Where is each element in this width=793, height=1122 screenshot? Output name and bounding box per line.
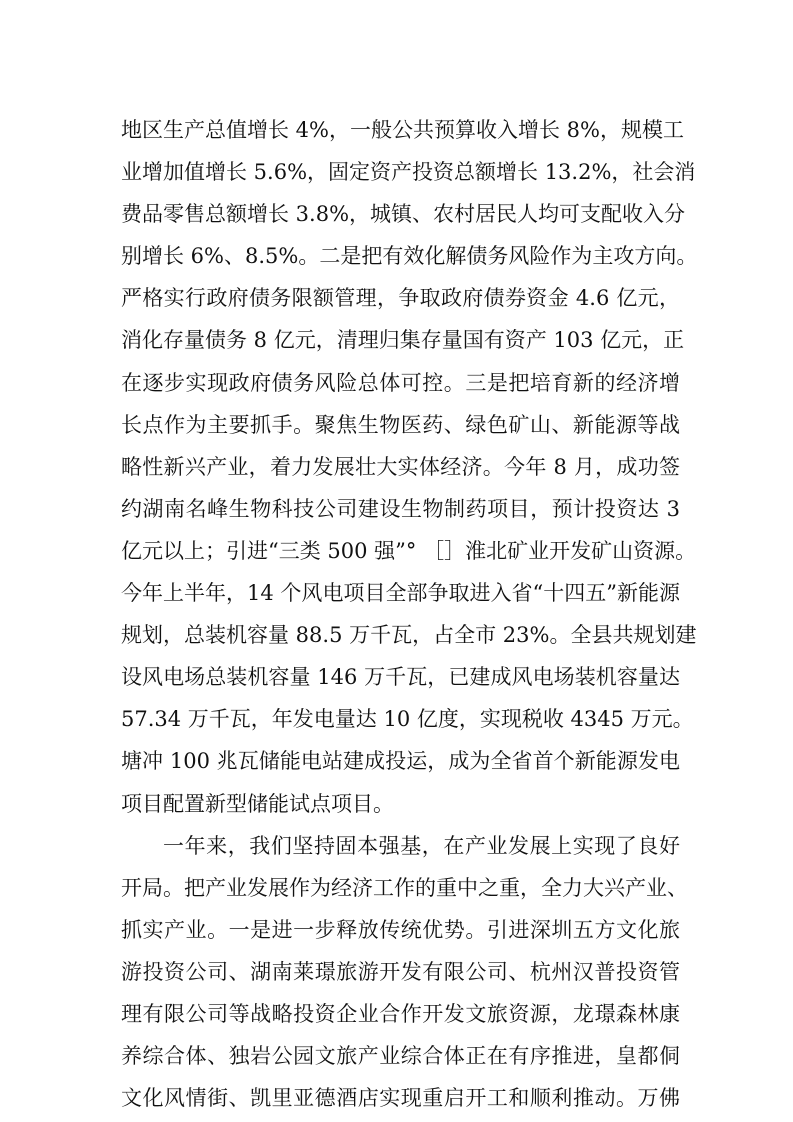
text-line: 在逐步实现政府债务风险总体可控。三是把培育新的经济增 [121,370,680,395]
text-line: 亿元以上；引进“三类 500 强”° ［］淮北矿业开发矿山资源。 [121,538,697,563]
text-line: 今年上半年，14 个风电项目全部争取进入省“十四五”新能源 [121,581,680,606]
text-line: 文化风情街、凯里亚德酒店实现重启开工和顺利推动。万佛 [121,1086,680,1111]
text-line: 理有限公司等战略投资企业合作开发文旅资源，龙璟森林康 [121,1001,680,1026]
text-line: 地区生产总值增长 4%，一般公共预算收入增长 8%，规模工 [121,118,684,142]
text-line: 略性新兴产业，着力发展壮大实体经济。今年 8 月，成功签 [121,454,680,479]
text-line: 开局。把产业发展作为经济工作的重中之重，全力大兴产业、 [121,875,688,900]
text-line: 约湖南名峰生物科技公司建设生物制药项目，预计投资达 3 [121,496,680,521]
paragraph-end-line: 项目配置新型储能试点项目。 [121,791,394,816]
paragraph-start-line: 一年来，我们坚持固本强基，在产业发展上实现了良好 [163,833,680,858]
text-line: 养综合体、独岩公园文旅产业综合体正在有序推进，皇都侗 [121,1044,680,1069]
body-text [121,109,698,1119]
text-line: 设风电场总装机容量 146 万千瓦，已建成风电场装机容量达 [121,665,680,690]
text-line: 抓实产业。一是进一步释放传统优势。引进深圳五方文化旅 [121,917,680,942]
text-line: 57.34 万千瓦，年发电量达 10 亿度，实现税收 4345 万元。 [121,707,694,732]
text-line: 严格实行政府债务限额管理，争取政府债券资金 4.6 亿元， [121,286,680,311]
text-line: 业增加值增长 5.6%，固定资产投资总额增长 13.2%，社会消 [121,160,696,185]
text-line: 长点作为主要抓手。聚焦生物医药、绿色矿山、新能源等战 [121,412,680,437]
text-line: 费品零售总额增长 3.8%，城镇、农村居民人均可支配收入分 [121,202,686,227]
text-line: 别增长 6%、8.5%。二是把有效化解债务风险作为主攻方向。 [121,244,698,269]
text-line: 规划，总装机容量 88.5 万千瓦，占全市 23%。全县共规划建 [121,623,697,648]
text-line: 消化存量债务 8 亿元，清理归集存量国有资产 103 亿元，正 [121,328,685,353]
text-line: 游投资公司、湖南莱璟旅游开发有限公司、杭州汉普投资管 [121,959,680,984]
text-line: 塘冲 100 兆瓦储能电站建成投运，成为全省首个新能源发电 [121,749,680,774]
